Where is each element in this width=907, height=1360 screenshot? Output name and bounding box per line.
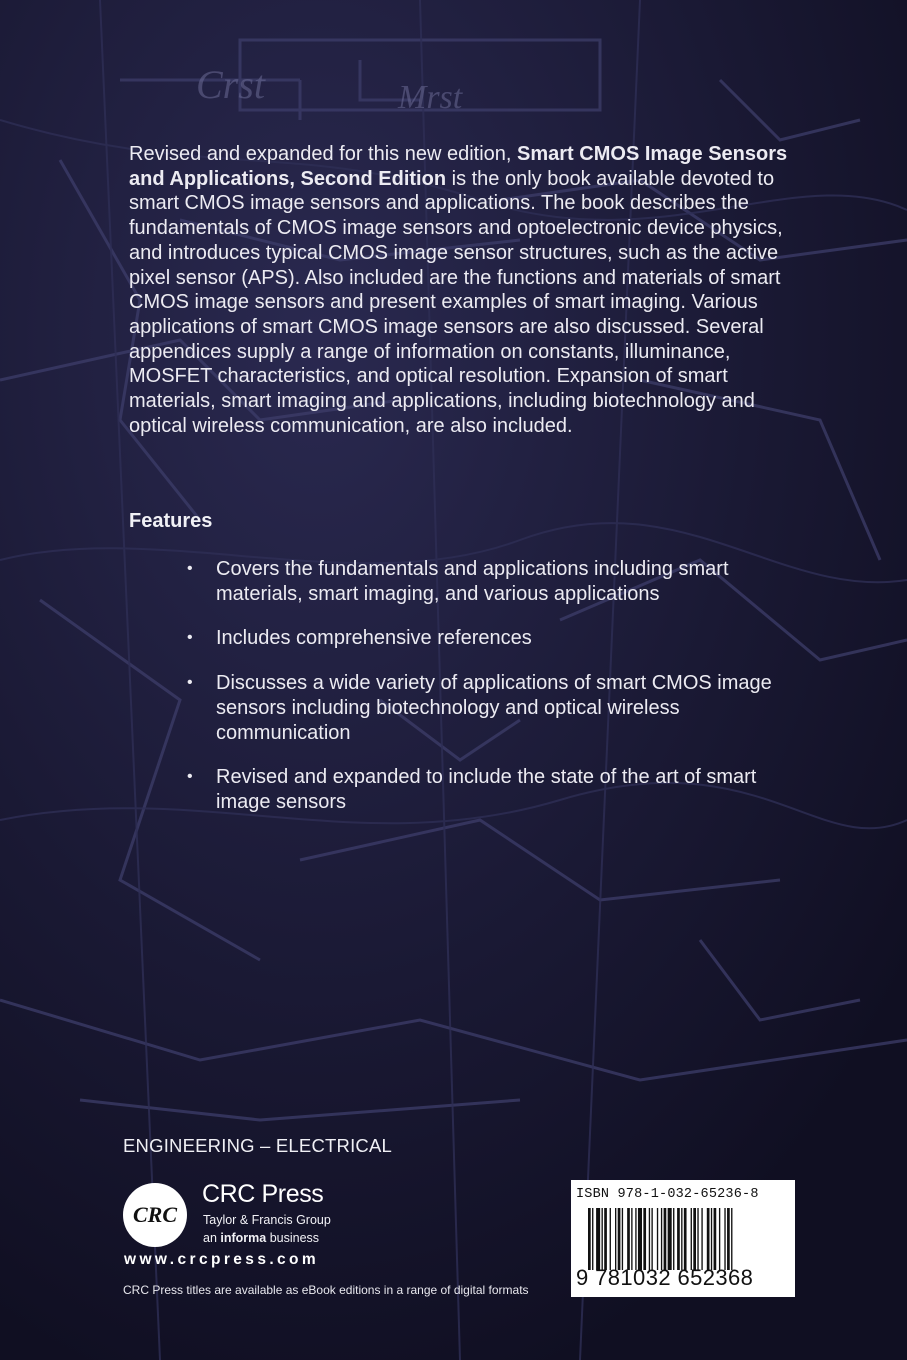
barcode-bar xyxy=(681,1208,682,1270)
barcode-bar xyxy=(635,1208,636,1270)
barcode-bar xyxy=(693,1208,696,1270)
tagline-prefix: an xyxy=(203,1231,221,1245)
feature-text: Covers the fundamentals and applications including smart materials, smart imaging, and various applications xyxy=(216,558,729,605)
barcode-bar xyxy=(588,1208,591,1270)
barcode-bar xyxy=(724,1208,725,1270)
barcode-bar xyxy=(651,1208,652,1270)
subject-category: ENGINEERING – ELECTRICAL xyxy=(123,1135,393,1156)
feature-text: Revised and expanded to include the state of the art of smart image sensors xyxy=(216,766,757,813)
barcode-bar xyxy=(668,1208,672,1270)
barcode-bar xyxy=(673,1208,674,1270)
barcode-bar xyxy=(627,1208,630,1270)
barcode-bar xyxy=(604,1208,607,1270)
blurb-book-title: Smart CMOS Image Sensors and Applications, Second Edition xyxy=(129,143,788,190)
ebook-note: CRC Press titles are available as eBook editions in a range of digital formats xyxy=(123,1283,529,1297)
barcode-bar xyxy=(664,1208,667,1270)
barcode-bar xyxy=(691,1208,692,1270)
barcode-bar xyxy=(711,1208,712,1270)
barcode-bar xyxy=(596,1208,600,1270)
feature-text: Includes comprehensive references xyxy=(216,627,532,650)
circuit-label-mrst: Mrst xyxy=(398,79,463,116)
blurb-intro: Revised and expanded for this new edition, xyxy=(129,143,518,165)
barcode-bar xyxy=(727,1208,730,1270)
barcode-bar xyxy=(684,1208,687,1270)
barcode-bar xyxy=(677,1208,680,1270)
barcode-bar xyxy=(610,1208,611,1270)
publisher-tagline xyxy=(203,1231,319,1245)
barcode-bar xyxy=(714,1208,717,1270)
publisher-website-link[interactable]: www.crcpress.com xyxy=(124,1251,320,1268)
barcode-icon xyxy=(588,1208,784,1270)
feature-item xyxy=(187,765,787,814)
crc-press-logo-icon xyxy=(122,1182,188,1248)
feature-list xyxy=(187,557,787,835)
barcode-bar xyxy=(602,1208,603,1270)
barcode-bar xyxy=(622,1208,623,1270)
barcode-bar xyxy=(707,1208,710,1270)
barcode-bar xyxy=(643,1208,646,1270)
barcode-bar xyxy=(719,1208,720,1270)
barcode-bar xyxy=(701,1208,702,1270)
feature-item xyxy=(187,626,787,651)
tagline-brand: informa xyxy=(220,1231,267,1245)
blurb-body: is the only book available devoted to smart CMOS image sensors and applications. The book describes the fundamentals of CMOS image sensors and optoelectronic device physics, and introduces typical CMOS image sensor structures, such as the active pixel sensor (APS). Also included are the functions and materials of smart CMOS image sensors and present examples of smart imaging. Various applications of smart CMOS image sensors are also discussed. Several appendices supply a range of information on constants, illuminance, MOSFET characteristics, and optical resolution. Expansion of smart materials, smart imaging and applications, including biotechnology and optical wireless communication, are also included. xyxy=(129,167,783,437)
barcode-bar xyxy=(697,1208,698,1270)
bullet-icon: • xyxy=(187,629,193,647)
publisher-group: Taylor & Francis Group xyxy=(203,1213,331,1227)
barcode-bar xyxy=(631,1208,632,1270)
feature-text: Discusses a wide variety of applications of smart CMOS image sensors including biotechnology and optical wireless communication xyxy=(216,672,772,744)
barcode-bar xyxy=(661,1208,662,1270)
barcode-digits: 9 781032 652368 xyxy=(576,1265,754,1290)
feature-item xyxy=(187,671,787,745)
publisher-name: CRC Press xyxy=(202,1180,324,1208)
bullet-icon: • xyxy=(187,674,193,692)
isbn-label: ISBN 978-1-032-65236-8 xyxy=(576,1187,759,1202)
barcode-bar xyxy=(657,1208,658,1270)
bullet-icon: • xyxy=(187,768,193,786)
barcode-bar xyxy=(731,1208,732,1270)
barcode-bar xyxy=(592,1208,593,1270)
tagline-suffix: business xyxy=(266,1231,320,1245)
logo-text: CRC xyxy=(132,1202,178,1227)
feature-item xyxy=(187,557,787,606)
barcode-bar xyxy=(618,1208,621,1270)
barcode-bar xyxy=(615,1208,616,1270)
barcode-bar xyxy=(649,1208,650,1270)
description-blurb xyxy=(129,142,799,438)
barcode-bar xyxy=(638,1208,642,1270)
features-heading: Features xyxy=(129,510,213,532)
bullet-icon: • xyxy=(187,560,193,577)
circuit-label-crst: Crst xyxy=(196,62,265,107)
